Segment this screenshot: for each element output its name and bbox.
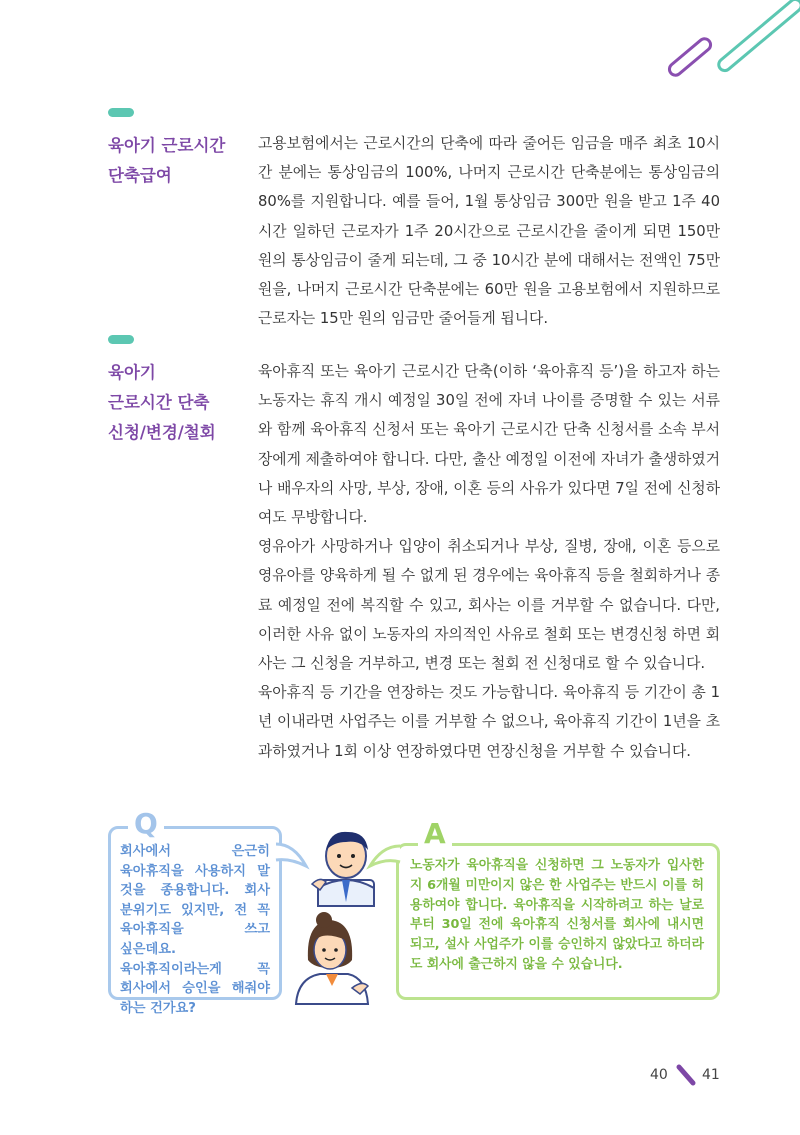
answer-label: A [418, 814, 452, 854]
people-illustration [290, 818, 390, 1008]
slash-icon [676, 1064, 696, 1086]
answer-text: 노동자가 육아휴직을 신청하면 그 노동자가 입사한지 6개월 미만이지 않은 한 사업주는 반드시 이를 허용하여야 합니다. 육아휴직을 시작하려고 하는 날로부터 30일 전에 육아휴직 신청서를 회사에 내시면 되고, 설사 사업주가 이를 승인하지 않았다고 하더라도 회사에 출근하지 않을 수 있습니다. [410, 858, 704, 972]
section-body [258, 129, 720, 333]
paragraph: 영유아가 사망하거나 입양이 취소되거나 부상, 질병, 장애, 이혼 등으로 영유아를 양육하게 될 수 없게 된 경우에는 육아휴직 등을 철회하거나 종료 예정일 전에 복직할 수 있고, 회사는 이를 거부할 수 없습니다. 다만, 이러한 사유 없이 노동자의 자의적인 사유로 철회 또는 변경신청 하면 회사는 그 신청을 거부하고, 변경 또는 철회 전 신청대로 할 수 있습니다. [258, 538, 720, 673]
heading-line: 단축급여 [108, 166, 172, 185]
heading-line: 육아기 [108, 363, 156, 382]
heading-line: 육아기 근로시간 [108, 136, 226, 155]
decorative-lines [0, 0, 800, 90]
paragraph: 육아휴직 또는 육아기 근로시간 단축(이하 ‘육아휴직 등’)을 하고자 하는 노동자는 휴직 개시 예정일 30일 전에 자녀 나이를 증명할 수 있는 서류와 함께 육아휴직 신청서 또는 육아기 근로시간 단축 신청서를 소속 부서장에게 제출하여야 합니다. 다만, 출산 예정일 이전에 자녀가 출생하였거나 배우자의 사망, 부상, 장애, 이혼 등의 사유가 있다면 7일 전에 신청하여도 무방합니다. [258, 363, 720, 527]
section-heading [108, 358, 248, 448]
section-marker [108, 108, 134, 117]
woman-icon [296, 912, 368, 1004]
paragraph: 고용보험에서는 근로시간의 단축에 따라 줄어든 임금을 매주 최초 10시간 분에는 통상임금의 100%, 나머지 근로시간 단축분에는 통상임금의 80%를 지원합니다. 예를 들어, 1월 통상임금 300만 원을 받고 1주 40시간 일하던 근로자가 1주 20시간으로 근로시간을 줄이게 되면 150만 원의 통상임금이 줄게 되는데, 그 중 10시간 분에 대해서는 전액인 75만 원을, 나머지 근로시간 단축분에는 60만 원을 고용보험에서 지원하므로 근로자는 15만 원의 임금만 줄어들게 됩니다. [258, 135, 720, 328]
page-numbers [650, 1064, 730, 1088]
paragraph: 육아휴직 등 기간을 연장하는 것도 가능합니다. 육아휴직 등 기간이 총 1년 이내라면 사업주는 이를 거부할 수 없으나, 육아휴직 기간이 1년을 초과하였거나 1회 이상 연장하였다면 연장신청을 거부할 수 있습니다. [258, 684, 720, 760]
heading-line: 신청/변경/철회 [108, 423, 216, 442]
heading-line: 근로시간 단축 [108, 393, 210, 412]
question-label: Q [128, 804, 164, 844]
page-number-left: 40 [650, 1067, 668, 1083]
section-marker [108, 335, 134, 344]
section-heading [108, 131, 248, 191]
section-body [258, 357, 720, 766]
man-icon [312, 832, 374, 906]
question-text: 회사에서 은근히 육아휴직을 사용하지 말 것을 종용합니다. 회사 분위기도 있지만, 전 꼭 육아휴직을 쓰고 싶은데요. 육아휴직이라는게 꼭 회사에서 승인을 해줘야 하는 건가요? [120, 844, 270, 1016]
page-number-right: 41 [702, 1067, 720, 1083]
